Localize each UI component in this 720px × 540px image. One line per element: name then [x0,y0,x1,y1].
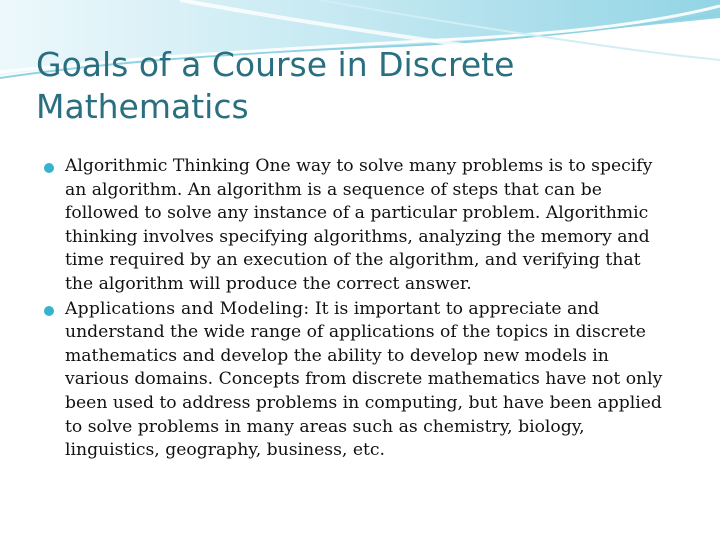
bullet-list [44,155,668,463]
bullet-dot-icon [44,163,54,173]
bullet-heading: Algorithmic Thinking [65,156,250,176]
bullet-dot-icon [44,306,54,316]
bullet-applications-modeling [44,298,668,463]
slide-title: Goals of a Course in Discrete Mathematics [36,45,515,126]
bullet-heading: Applications and Modeling: [65,298,310,319]
bullet-text: One way to solve many problems is to specify an algorithm. An algorithm is a sequence of steps that can be followed to solve any instance of a particular problem. Algorithmic thinking involves specifying algorithms, analyzing the memory and time required by an execution of the algorithm, and verifying that the algorithm will produce the correct answer. [65,156,653,294]
bullet-text: It is important to appreciate and understand the wide range of applications of the topics in discrete mathematics and develop the ability to develop new models in various domains. Concepts from discrete mathematics have not only been used to address problems in computing, but have been applied to solve problems in many areas such as chemistry, biology, linguistics, geography, business, etc. [65,298,663,461]
bullet-algorithmic-thinking [44,155,668,297]
